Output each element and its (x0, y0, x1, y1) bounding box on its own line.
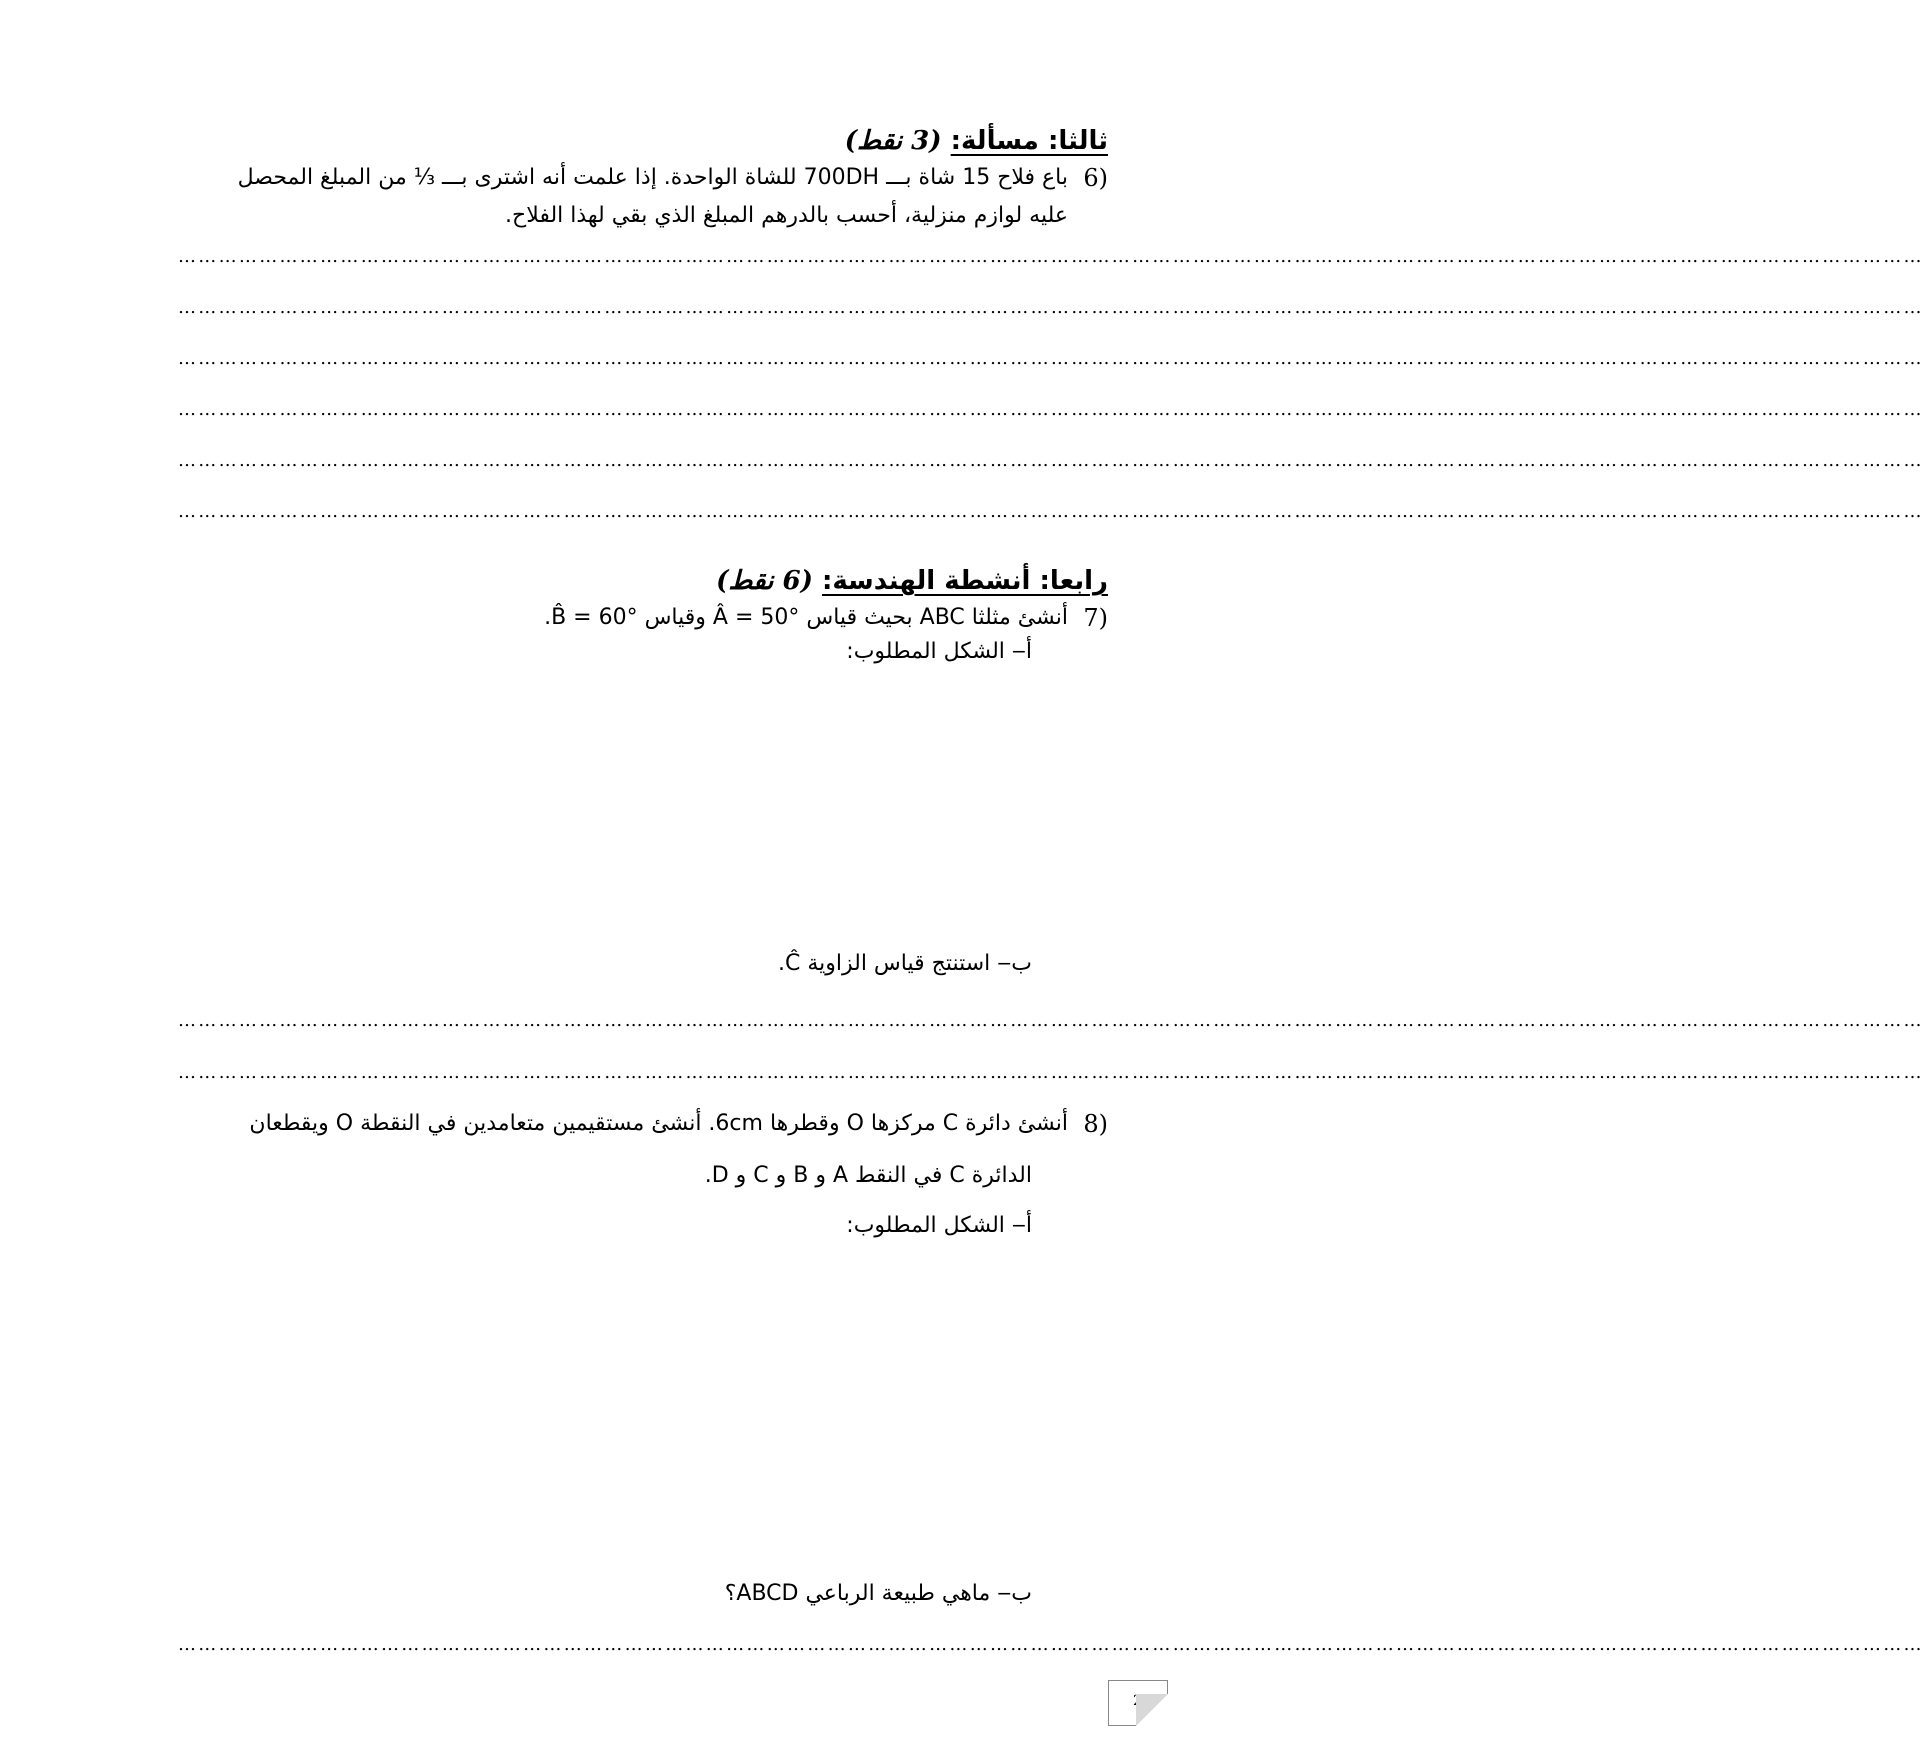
question-8-part-a: أ‒ الشكل المطلوب: (846, 1213, 1032, 1238)
section-3-title: ثالثا: مسألة: (950, 126, 1108, 156)
page-curl-icon (1136, 1694, 1168, 1726)
section-3-points: (3 نقط) (844, 126, 942, 156)
answer-line[interactable]: …………………………………………………………………………………………………………………………………………………………………………………………………………………………………… (178, 450, 1924, 471)
figure-area-question-8[interactable] (180, 1256, 1080, 1556)
answer-line[interactable]: …………………………………………………………………………………………………………………………………………………………………………………………………………………………………… (178, 399, 1924, 420)
section-3-heading (845, 124, 1108, 158)
question-8-part-b: ب‒ ماهي طبيعة الرباعي ABCD؟ (724, 1581, 1032, 1606)
question-6-line-2: عليه لوازم منزلية، أحسب بالدرهم المبلغ الذي بقي لهذا الفلاح. (505, 203, 1068, 228)
page-number: 2 (1133, 1693, 1142, 1709)
answer-line[interactable]: …………………………………………………………………………………………………………………………………………………………………………………………………………………………………… (178, 348, 1924, 369)
section-4-title: رابعا: أنشطة الهندسة: (821, 566, 1108, 596)
section-4-points: (6 نقط) (716, 566, 813, 596)
answer-line[interactable]: …………………………………………………………………………………………………………………………………………………………………………………………………………………………………… (178, 246, 1924, 267)
answer-line[interactable]: …………………………………………………………………………………………………………………………………………………………………………………………………………………………………… (178, 1062, 1924, 1083)
answer-line[interactable]: …………………………………………………………………………………………………………………………………………………………………………………………………………………………………… (178, 1010, 1924, 1031)
figure-area-question-7[interactable] (180, 676, 1080, 926)
question-7-line-1: أنشئ مثلثا ABC بحيث قياس Â = 50° وقياس B̂ = 60°. (544, 605, 1068, 630)
question-8-number: 8) (1083, 1110, 1108, 1138)
page-number-box (1108, 1680, 1168, 1726)
section-4-heading (716, 564, 1108, 598)
question-7-part-a: أ‒ الشكل المطلوب: (846, 639, 1032, 664)
question-7-part-b: ب‒ استنتج قياس الزاوية Ĉ. (777, 951, 1032, 976)
question-6-line-1: باع فلاح 15 شاة بـــ 700DH للشاة الواحدة. إذا علمت أنه اشترى بـــ ⅓ من المبلغ المحصل (237, 165, 1068, 190)
question-6-number: 6) (1083, 164, 1108, 192)
answer-line[interactable]: …………………………………………………………………………………………………………………………………………………………………………………………………………………………………… (178, 1634, 1924, 1655)
answer-line[interactable]: …………………………………………………………………………………………………………………………………………………………………………………………………………………………………… (178, 297, 1924, 318)
question-8-line-2: الدائرة C في النقط A و B و C و D. (704, 1163, 1032, 1188)
answer-line[interactable]: …………………………………………………………………………………………………………………………………………………………………………………………………………………………………… (178, 501, 1924, 522)
question-7-number: 7) (1083, 604, 1108, 632)
question-8-line-1: أنشئ دائرة C مركزها O وقطرها 6cm. أنشئ مستقيمين متعامدين في النقطة O ويقطعان (249, 1111, 1068, 1136)
